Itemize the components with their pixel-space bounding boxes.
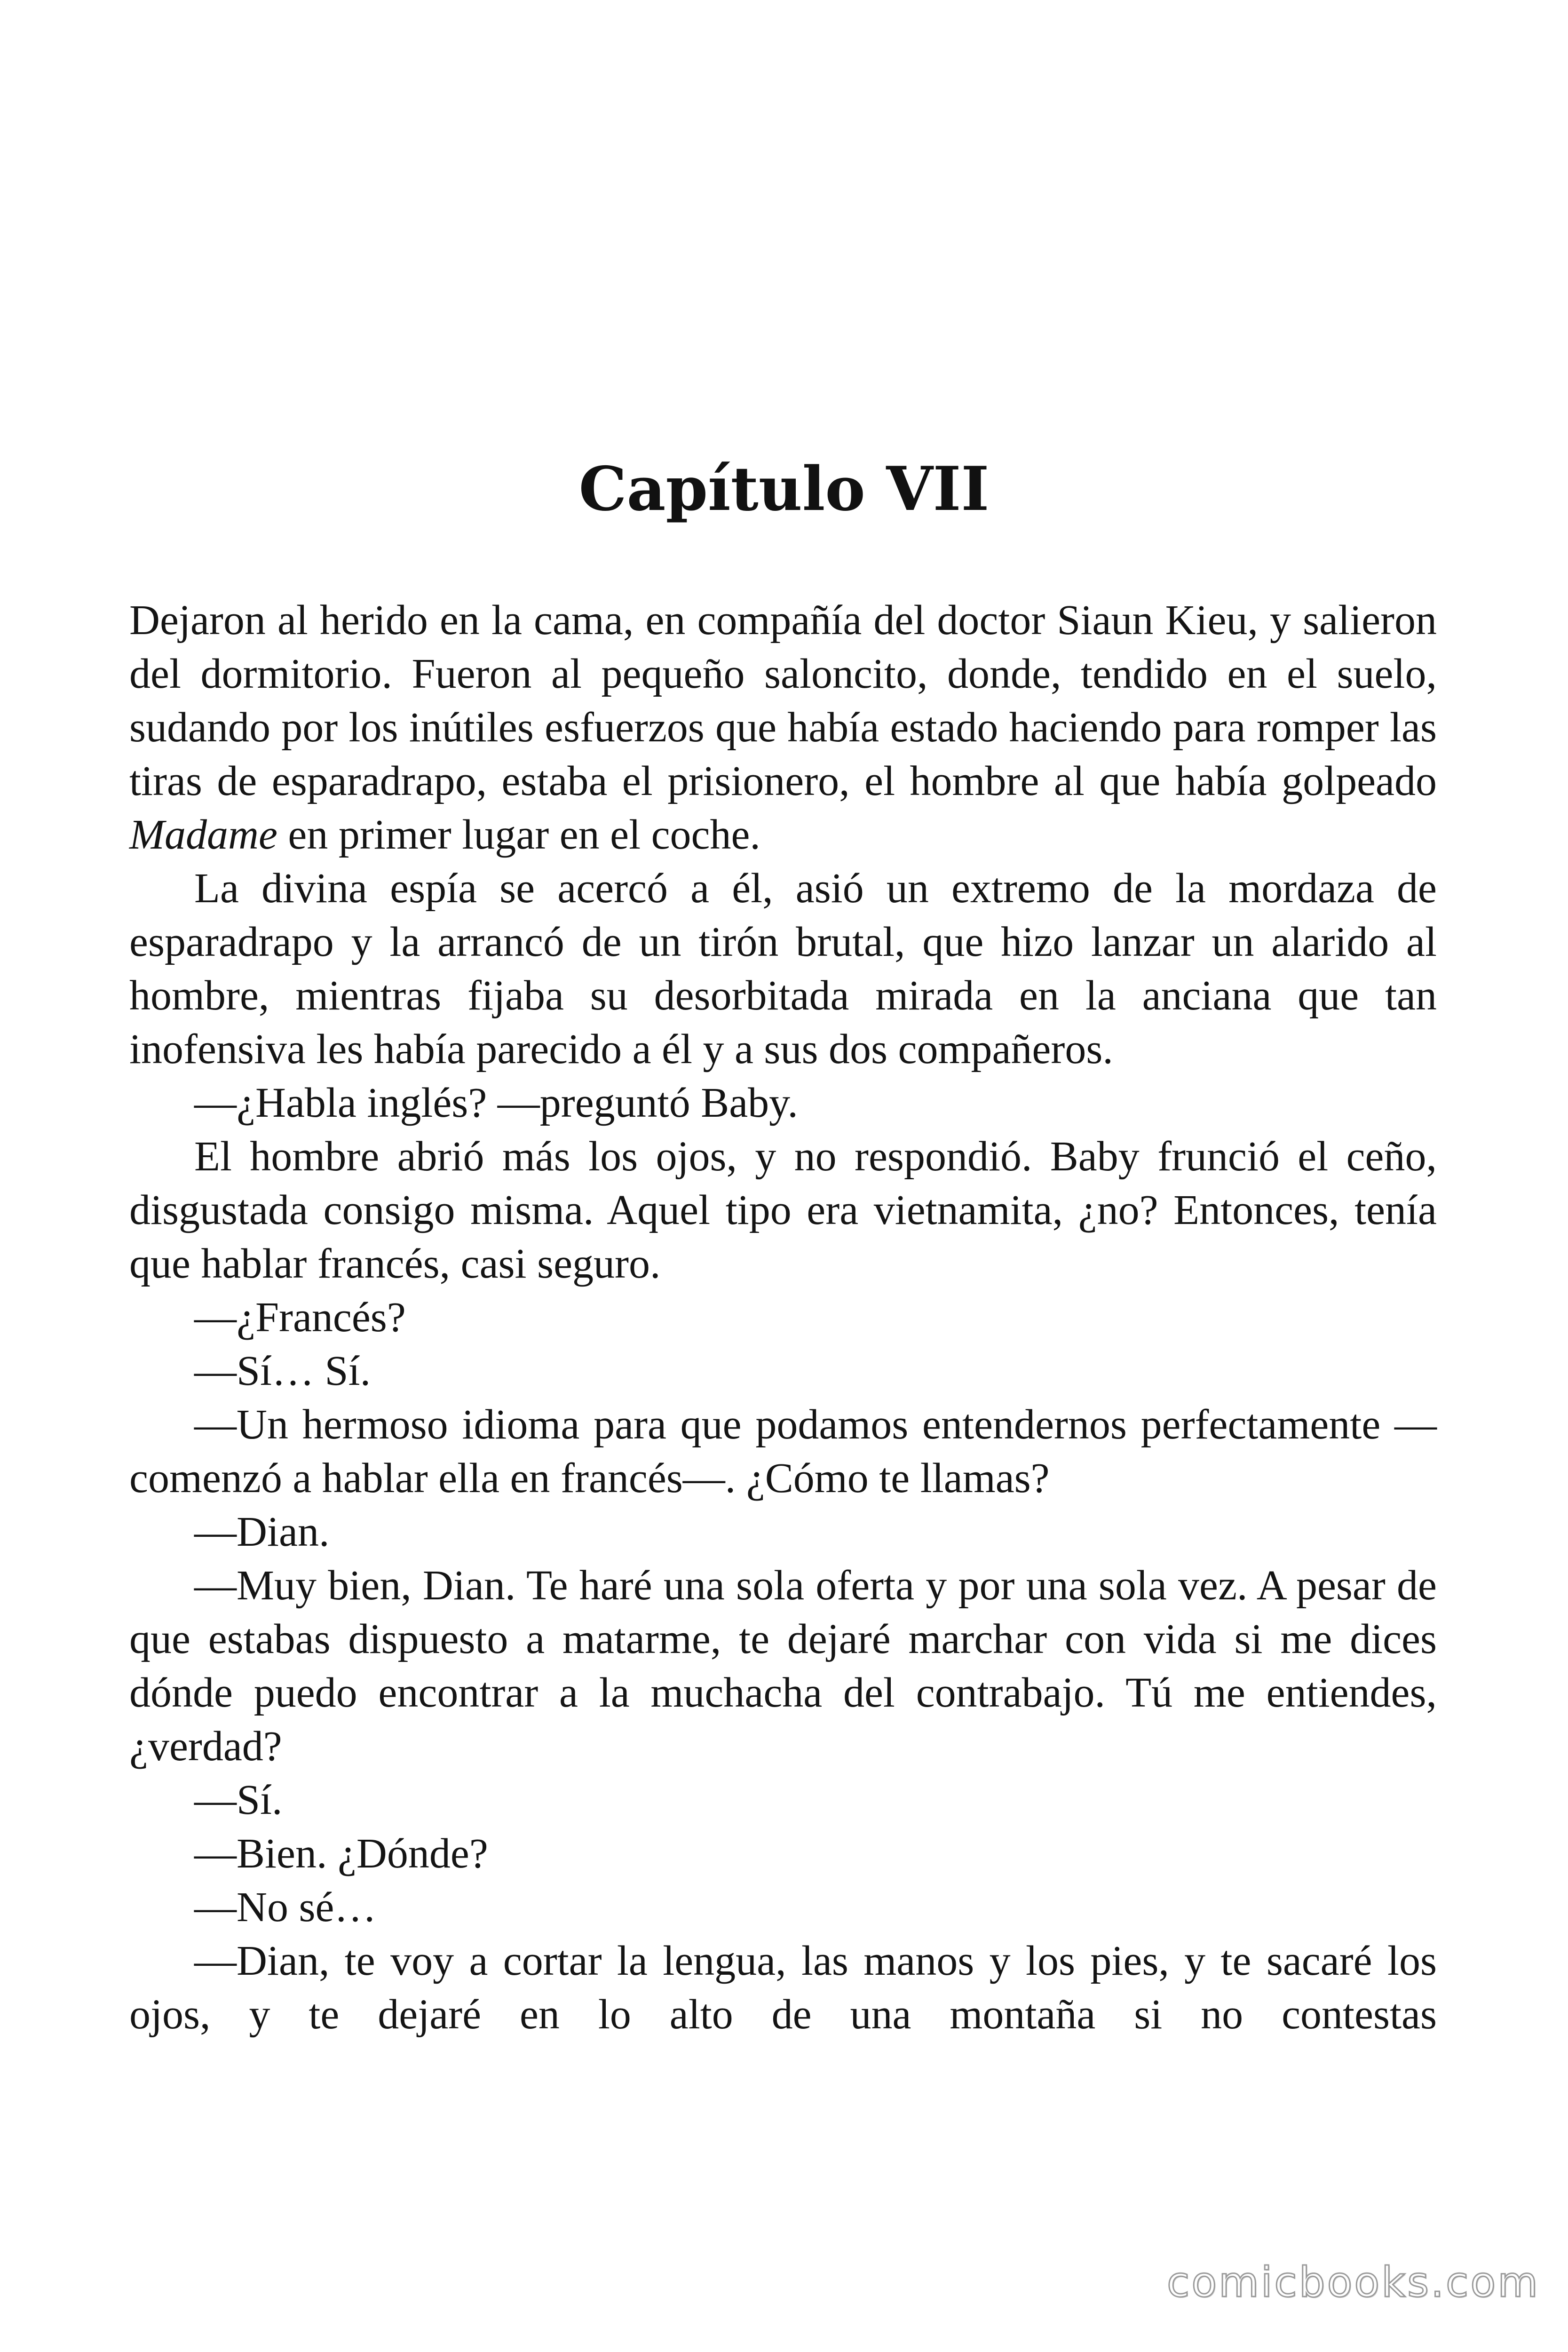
paragraph [129,1344,1437,1398]
italic-text: Madame [129,811,277,858]
paragraph [129,1827,1437,1881]
chapter-title: Capítulo VII [578,454,990,524]
paragraph [129,1881,1437,1934]
paragraph [129,594,1437,862]
text-segment: —¿Francés? [194,1294,406,1341]
text-segment: El hombre abrió más los ojos, y no respondió. Baby frunció el ceño, disgustada consigo misma. Aquel tipo era vietnamita, ¿no? Entonces, tenía que hablar francés, casi seguro. [129,1133,1437,1287]
text-segment: La divina espía se acercó a él, asió un extremo de la mordaza de esparadrapo y la arrancó de un tirón brutal, que hizo lanzar un alarido al hombre, mientras fijaba su desorbitada mirada en la anciana que tan inofensiva les había parecido a él y a sus dos compañeros. [129,865,1437,1073]
text-segment: Dejaron al herido en la cama, en compañía del doctor Siaun Kieu, y salieron del dormitorio. Fueron al pequeño saloncito, donde, tendido en el suelo, sudando por los inútiles esfuerzos que había estado haciendo para romper las tiras de esparadrapo, estaba el prisionero, el hombre al que había golpeado [129,597,1437,804]
text-segment: —Dian. [194,1509,330,1555]
text-segment: —No sé… [194,1884,377,1931]
paragraph [129,1291,1437,1344]
paragraph [129,1773,1437,1827]
paragraph [129,1559,1437,1773]
paragraph [129,1934,1437,2042]
paragraph [129,1505,1437,1559]
watermark: comicbooks.com [1166,2258,1540,2306]
text-segment: —Sí… Sí. [194,1348,371,1394]
text-segment: —Dian, te voy a cortar la lengua, las manos y los pies, y te sacaré los ojos, y te dejaré en lo alto de una montaña si no contestas [129,1938,1437,2038]
paragraph [129,1130,1437,1291]
text-segment: —Bien. ¿Dónde? [194,1830,488,1877]
paragraph [129,1076,1437,1130]
body-text [129,594,1437,2042]
text-segment: —¿Habla inglés? —preguntó Baby. [194,1080,798,1126]
paragraph [129,862,1437,1076]
paragraph [129,1398,1437,1505]
text-segment: —Sí. [194,1777,283,1823]
text-segment: en primer lugar en el coche. [277,811,760,858]
text-segment: —Un hermoso idioma para que podamos entendernos perfectamente —comenzó a hablar ella en francés—. ¿Cómo te llamas? [129,1401,1437,1502]
text-segment: —Muy bien, Dian. Te haré una sola oferta y por una sola vez. A pesar de que estabas dispuesto a matarme, te dejaré marchar con vida si me dices dónde puedo encontrar a la muchacha del contrabajo. Tú me entiendes, ¿verdad? [129,1562,1437,1770]
